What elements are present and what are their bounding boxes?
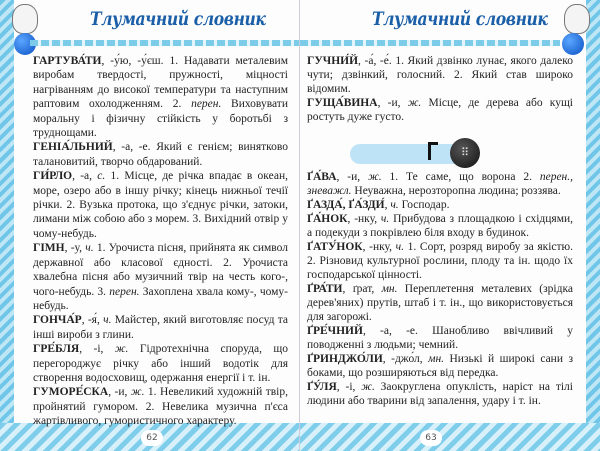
definition-text: , -а́, -е́. 1. Який дзвінко лунає, якого далеко чути; дзвінкий, голосний. 2. Який став широко відомим.	[307, 55, 573, 95]
headword: ГІМН	[33, 242, 65, 255]
definition-text: Прибудова з площадкою і східцями, а подекуди з покрівлею біля входу в будинок.	[307, 213, 573, 239]
dictionary-entry	[307, 352, 573, 380]
grammar-label: с.	[97, 170, 106, 183]
definition-text: , -а, -е. Шанобливо ввічливий у поводженні з людьми; чемний.	[307, 325, 573, 351]
definition-text: ,	[384, 199, 391, 211]
definition-text: 1. Те саме, що ворона 2.	[381, 171, 540, 183]
definition-text: 1. Місце, де річка впадає в океан, море, озеро або в іншу річку; кінець нижньої течії річки. 2. Вузька протока, що з'єднує річки, затоки, лимани між собою або з морем. 3. Вихідний отвір у чому-небудь.	[33, 170, 288, 240]
grammar-label: перен., зневажл.	[307, 171, 574, 197]
dictionary-entry	[33, 140, 288, 169]
definition-text: , -і,	[79, 343, 115, 356]
definition-text: Захоплена хвала кому-, чому-небудь.	[33, 285, 288, 312]
definition-text: Господар.	[398, 199, 450, 211]
headword: ҐАТУ́НОК	[307, 241, 363, 253]
headword: ГРЕ́БЛЯ	[33, 343, 80, 356]
dictionary-entry	[307, 170, 573, 198]
grammar-label: мн.	[381, 283, 398, 295]
button-icon: ⠿	[450, 138, 480, 168]
definition-text: 1. Сорт, розряд виробу за якістю. 2. Різновид культурної рослини, плоду та ін. щодо їх господарської цінності.	[307, 241, 573, 281]
definition-text: Майстер, який виготовляє посуд та інші вироби з глини.	[33, 314, 288, 341]
header-divider	[300, 40, 560, 46]
headword: ГУЩА́ВИНА	[307, 97, 378, 109]
grammar-label: ж.	[130, 386, 145, 399]
owl-mascot-icon	[12, 4, 38, 34]
grammar-label: мн.	[428, 353, 445, 365]
definition-text: , -у́ю, -у́єш. 1. Надавати металевим виробам твердості, пружності, міцності нагріванням до високої температури та наступним раптовим охолодженням. 2.	[33, 55, 288, 111]
headword: ҐА́ВА	[307, 171, 337, 183]
dictionary-entries-bottom	[307, 170, 573, 408]
headword: ҐАЗДА́, ҐА́ЗДИ́	[307, 199, 385, 211]
definition-text: 1. Невеликий художній твір, пройнятий гумором. 2. Невелика музична п'єса жартівливого, гумористичного характеру.	[33, 386, 288, 428]
section-letter-mark	[428, 142, 438, 160]
grammar-label: ч.	[395, 241, 405, 253]
dictionary-entries	[33, 54, 288, 429]
headword: ҐРИНДЖО́ЛИ	[307, 353, 383, 365]
headword: ГАРТУВА́ТИ	[33, 55, 102, 67]
blue-ball-icon	[562, 33, 584, 55]
definition-text: , -нку,	[347, 213, 381, 225]
grammar-label: ж.	[368, 171, 382, 183]
dictionary-entry	[33, 313, 288, 342]
right-page	[300, 0, 600, 451]
headword: ГУМОРЕ́СКА	[33, 386, 109, 399]
owl-mascot-icon	[564, 4, 590, 34]
dictionary-entry	[33, 241, 288, 313]
definition-text: Переплетення металевих (зрідка дерев'яних) прутів, штаб і т. ін., що використовується для загорожі.	[307, 283, 573, 323]
page-number: 63	[420, 430, 442, 446]
headword: ҐРА́ТИ	[307, 283, 343, 295]
definition-text: , -я́,	[81, 314, 104, 327]
page-number: 62	[141, 430, 163, 446]
dictionary-entries-top	[307, 54, 573, 124]
definition-text: Гідротехнічна споруда, що перегороджує річку або інший водотік для створення водосховищ, одержання енергії і т. ін.	[33, 343, 288, 384]
header-divider	[30, 40, 299, 46]
definition-text: , -и,	[108, 386, 131, 399]
definition-text: , -и,	[336, 171, 369, 183]
decorative-side-stripe	[586, 0, 600, 451]
dictionary-entry	[33, 342, 288, 385]
grammar-label: ж.	[407, 97, 422, 109]
definition-text: Низькі й широкі сани з боками, що розширяються від передка.	[307, 353, 573, 379]
headword: ҐУ́ЛЯ	[307, 381, 337, 393]
bottom-decor-band	[300, 423, 600, 451]
grammar-label: ч.	[380, 213, 390, 225]
dictionary-entry	[307, 212, 573, 240]
definition-text: , ґрат,	[342, 283, 382, 295]
decorative-side-stripe	[0, 0, 14, 451]
definition-text: Неуважна, нерозторопна людина; роззява.	[351, 185, 561, 197]
grammar-label: ч.	[103, 314, 112, 327]
dictionary-entry	[307, 198, 573, 212]
headword: ҐА́НОК	[307, 213, 348, 225]
definition-text: Заокруглена опуклість, наріст на тілі людини або тварини від запалення, удару і т. ін.	[307, 381, 573, 407]
definition-text: , -а,	[72, 170, 98, 183]
dictionary-entry	[33, 385, 288, 428]
definition-text: , -нку,	[362, 241, 396, 253]
dictionary-entry	[307, 240, 573, 282]
grammar-label: перен.	[191, 98, 222, 111]
page-header-title: Тлумачний словник	[90, 8, 266, 30]
headword: ГЕНІА́ЛЬНИЙ	[33, 141, 113, 154]
dictionary-entry	[307, 54, 573, 96]
headword: ГИ́РЛО	[33, 170, 73, 183]
grammar-label: ж.	[114, 343, 129, 356]
definition-text: , -і,	[336, 381, 362, 393]
dictionary-entry	[33, 54, 288, 140]
dictionary-entry	[307, 380, 573, 408]
definition-text: , -и,	[377, 97, 408, 109]
definition-text: 1. Урочиста пісня, прийнята як символ державної або класової єдності. 2. Урочиста хвалебна пісня або музичний твір на честь кого-, чого-небудь. 3.	[33, 242, 288, 298]
definition-text: , -джо́л,	[382, 353, 429, 365]
definition-text: , -а, -е. Який є генієм; винятково талановитий, творчо обдарований.	[33, 141, 288, 168]
dictionary-entry	[307, 96, 573, 124]
headword: ГУЧНИ́Й	[307, 55, 359, 67]
definition-text: Виховувати моральну і фізичну стійкість у боротьбі з труднощами.	[33, 98, 288, 140]
headword: ҐРЕ́ЧНИЙ	[307, 325, 363, 337]
dictionary-entry	[33, 169, 288, 241]
dictionary-entry	[307, 282, 573, 324]
grammar-label: ч.	[85, 242, 94, 255]
grammar-label: перен.	[109, 285, 140, 298]
headword: ГОНЧА́Р	[33, 314, 82, 327]
dictionary-entry	[307, 324, 573, 352]
definition-text: , -у,	[64, 242, 86, 255]
page-header-title: Тлумачний словник	[372, 8, 548, 30]
grammar-label: ж.	[361, 381, 375, 393]
definition-text: Місце, де дерева або кущі ростуть дуже густо.	[307, 97, 573, 123]
grammar-label: ч.	[390, 199, 399, 211]
